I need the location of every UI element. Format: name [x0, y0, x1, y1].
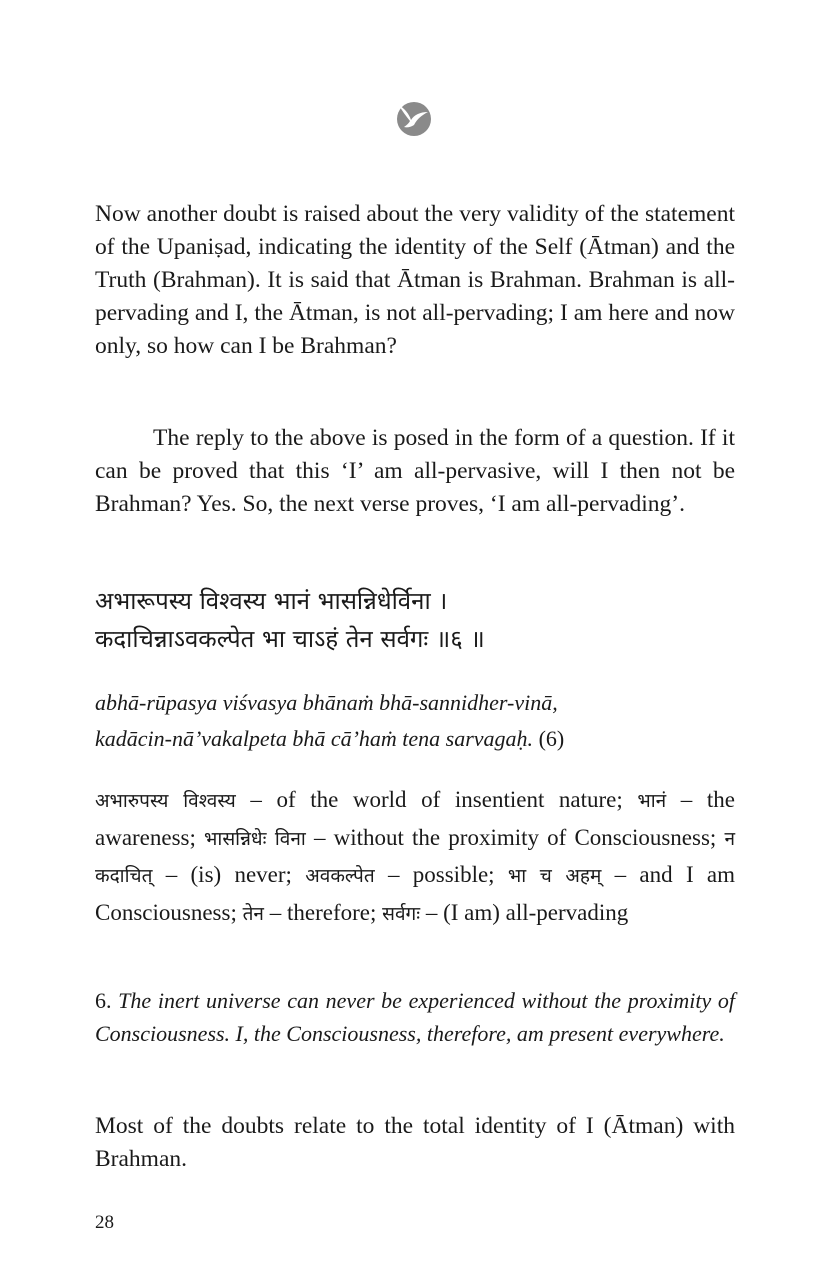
gloss-term: तेन	[242, 902, 264, 925]
bird-in-circle-icon	[396, 101, 432, 137]
page-number: 28	[95, 1212, 114, 1233]
paragraph-reply: The reply to the above is posed in the form of a question. If it can be proved that this ‘I’ am all-pervasive, will I then not be Brahman? Yes. So, the next verse proves, ‘I am all-pervading’.	[95, 425, 735, 517]
gloss-meaning: – of the world of insentient nature;	[235, 787, 638, 812]
gloss-term: भा च अहम्	[507, 865, 602, 887]
gloss-term: अवकल्पेत	[305, 865, 375, 887]
translation-number: 6.	[95, 988, 119, 1013]
gloss-term: भासन्निधेः विना	[204, 827, 306, 850]
verse-number: (6)	[533, 726, 565, 751]
paragraph-closing: Most of the doubts relate to the total identity of I (Ātman) with Brahman.	[95, 1113, 735, 1172]
gloss-meaning: – and I am Consciousness;	[95, 862, 735, 925]
gloss-meaning: – (I am) all-pervading	[420, 899, 629, 925]
verse-translation	[95, 984, 735, 1050]
gloss-meaning: – possible;	[374, 862, 508, 887]
gloss-meaning: – without the proximity of Consciousness;	[305, 824, 725, 850]
transliteration	[95, 685, 735, 757]
gloss-term: न कदाचित्	[95, 827, 735, 887]
paragraph-intro: Now another doubt is raised about the very validity of the statement of the Upaniṣad, indicating the identity of the Self (Ātman) and the Truth (Brahman). It is said that Ātman is Brahman. Brahman is all-pervading and I, the Ātman, is not all-pervading; I am here and now only, so how can I be Brahman?	[95, 201, 735, 359]
gloss-meaning: – therefore;	[263, 899, 383, 925]
translit-line-1: abhā-rūpasya viśvasya bhānaṁ bhā-sannidher-vinā,	[95, 690, 558, 715]
gloss-term: अभारुपस्य विश्वस्य	[95, 790, 236, 812]
verse-line-1: अभारूपस्य विश्वस्य भानं भासन्निधेर्विना ।	[95, 587, 448, 615]
gloss-term: सर्वगः	[382, 902, 421, 925]
translation-text: The inert universe can never be experienced without the proximity of Consciousness. I, the Consciousness, therefore, am present everywhere.	[95, 988, 736, 1046]
gloss-term: भानं	[637, 790, 667, 812]
translit-line-2: kadācin-nā’vakalpeta bhā cā’haṁ tena sarvagaḥ.	[95, 726, 534, 751]
verse-line-2: कदाचिन्नाऽवकल्पेत भा चाऽहं तेन सर्वगः ॥६ ॥	[95, 625, 485, 653]
word-gloss	[95, 782, 735, 932]
gloss-meaning: – (is) never;	[152, 862, 306, 887]
sanskrit-verse	[95, 582, 735, 658]
gloss-meaning: – the awareness;	[95, 787, 735, 850]
